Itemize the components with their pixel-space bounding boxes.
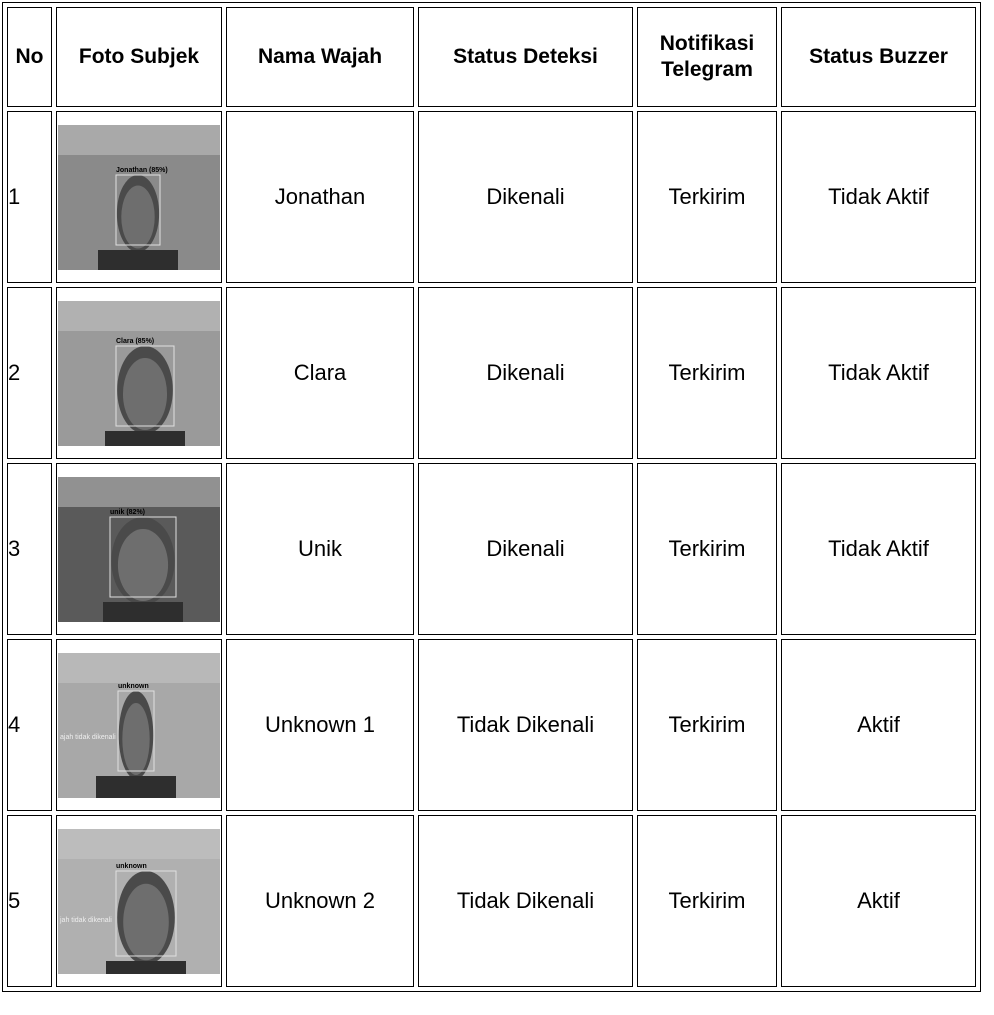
header-detection-status: Status Deteksi	[418, 7, 633, 107]
detection-status: Tidak Dikenali	[418, 815, 633, 987]
face-detection-label: unik (82%)	[110, 508, 146, 516]
header-notify-line2: Telegram	[661, 58, 753, 81]
header-name: Nama Wajah	[226, 7, 414, 107]
buzzer-status: Tidak Aktif	[781, 463, 976, 635]
telegram-notification-status: Terkirim	[637, 815, 777, 987]
table-row	[7, 639, 976, 811]
buzzer-status: Aktif	[781, 639, 976, 811]
row-number: 3	[7, 463, 52, 635]
subject-photo	[58, 301, 220, 446]
subject-photo-cell	[56, 463, 222, 635]
detection-status: Dikenali	[418, 463, 633, 635]
table-row	[7, 111, 976, 283]
face-name: Jonathan	[226, 111, 414, 283]
face-detection-label: Jonathan (85%)	[116, 166, 168, 174]
table-row	[7, 463, 976, 635]
subject-photo-cell	[56, 815, 222, 987]
buzzer-status: Tidak Aktif	[781, 287, 976, 459]
face-name: Clara	[226, 287, 414, 459]
buzzer-status: Tidak Aktif	[781, 111, 976, 283]
detection-status: Dikenali	[418, 111, 633, 283]
row-number: 4	[7, 639, 52, 811]
subject-photo-cell	[56, 287, 222, 459]
telegram-notification-status: Terkirim	[637, 463, 777, 635]
detection-status: Dikenali	[418, 287, 633, 459]
header-row	[7, 7, 976, 107]
telegram-notification-status: Terkirim	[637, 287, 777, 459]
subject-photo-cell	[56, 639, 222, 811]
detection-results-table	[2, 2, 981, 992]
face-name: Unknown 1	[226, 639, 414, 811]
table-row	[7, 815, 976, 987]
face-detection-label: Clara (85%)	[116, 337, 155, 345]
header-notify-line1: Notifikasi	[659, 32, 755, 55]
telegram-notification-status: Terkirim	[637, 111, 777, 283]
header-buzzer-status: Status Buzzer	[781, 7, 976, 107]
table-row	[7, 287, 976, 459]
subject-photo	[58, 653, 220, 798]
face-detection-label: unknown	[116, 862, 147, 870]
face-name: Unik	[226, 463, 414, 635]
row-number: 1	[7, 111, 52, 283]
detection-status: Tidak Dikenali	[418, 639, 633, 811]
row-number: 5	[7, 815, 52, 987]
subject-photo-cell	[56, 111, 222, 283]
face-detection-label: unknown	[118, 682, 149, 690]
subject-photo	[58, 829, 220, 974]
subject-photo	[58, 125, 220, 270]
row-number: 2	[7, 287, 52, 459]
header-telegram-notification	[637, 7, 777, 107]
header-photo: Foto Subjek	[56, 7, 222, 107]
header-no: No	[7, 7, 52, 107]
unrecognized-caption: ajah tidak dikenali	[60, 733, 116, 741]
face-name: Unknown 2	[226, 815, 414, 987]
unrecognized-caption: jah tidak dikenali	[60, 916, 112, 924]
subject-photo	[58, 477, 220, 622]
telegram-notification-status: Terkirim	[637, 639, 777, 811]
buzzer-status: Aktif	[781, 815, 976, 987]
